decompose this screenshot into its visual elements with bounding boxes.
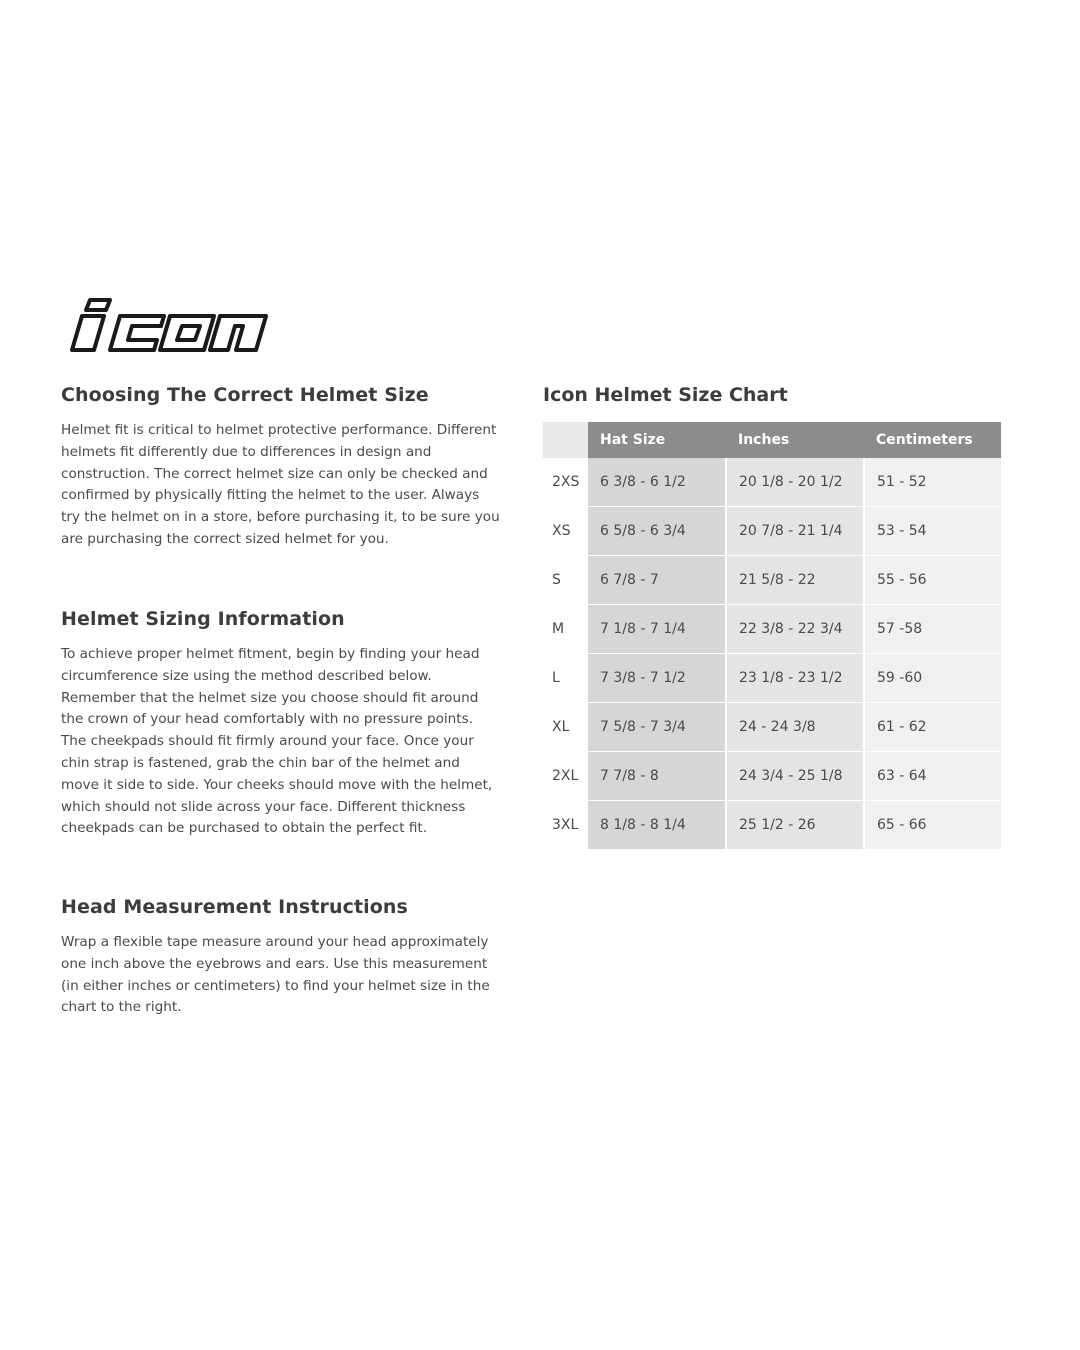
hat-size-cell: 8 1/8 - 8 1/4 — [588, 801, 726, 850]
table-row — [543, 801, 1001, 850]
size-label: 2XS — [543, 458, 588, 507]
centimeters-cell: 55 - 56 — [864, 556, 1001, 605]
size-label: S — [543, 556, 588, 605]
inches-cell: 25 1/2 - 26 — [726, 801, 864, 850]
header-inches: Inches — [726, 422, 864, 458]
table-row — [543, 507, 1001, 556]
section-body-choosing-size: Helmet fit is critical to helmet protective performance. Different helmets fit differently due to differences in design and construction. The correct helmet size can only be checked and confirmed by physically fitting the helmet to the user. Always try the helmet on in a store, before purchasing it, to be sure you are purchasing the correct sized helmet for you. — [61, 422, 500, 547]
header-centimeters: Centimeters — [864, 422, 1001, 458]
table-row — [543, 605, 1001, 654]
hat-size-cell: 6 3/8 - 6 1/2 — [588, 458, 726, 507]
logo-text: icon — [60, 296, 63, 297]
inches-cell: 24 - 24 3/8 — [726, 703, 864, 752]
header-hat-size: Hat Size — [588, 422, 726, 458]
size-label: XL — [543, 703, 588, 752]
section-body-measurement-instructions: Wrap a flexible tape measure around your head approximately one inch above the eyebrows and ears. Use this measurement (in either inches or centimeters) to find your helmet size in the chart to the right. — [61, 934, 490, 1016]
size-label: L — [543, 654, 588, 703]
size-chart-title: Icon Helmet Size Chart — [543, 384, 788, 406]
inches-cell: 24 3/4 - 25 1/8 — [726, 752, 864, 801]
section-title-sizing-information: Helmet Sizing Information — [61, 608, 345, 630]
centimeters-cell: 63 - 64 — [864, 752, 1001, 801]
section-sizing-information — [61, 608, 501, 840]
inches-cell: 20 1/8 - 20 1/2 — [726, 458, 864, 507]
header-corner — [543, 422, 588, 458]
section-choosing-size — [61, 384, 501, 551]
icon-brand-logo — [60, 296, 272, 354]
hat-size-cell: 7 1/8 - 7 1/4 — [588, 605, 726, 654]
table-row — [543, 556, 1001, 605]
inches-cell: 20 7/8 - 21 1/4 — [726, 507, 864, 556]
inches-cell: 21 5/8 - 22 — [726, 556, 864, 605]
centimeters-cell: 53 - 54 — [864, 507, 1001, 556]
section-title-choosing-size: Choosing The Correct Helmet Size — [61, 384, 429, 406]
hat-size-cell: 7 5/8 - 7 3/4 — [588, 703, 726, 752]
inches-cell: 23 1/8 - 23 1/2 — [726, 654, 864, 703]
hat-size-cell: 6 7/8 - 7 — [588, 556, 726, 605]
section-body-sizing-information: To achieve proper helmet fitment, begin by finding your head circumference size using the method described below. Remember that the helmet size you choose should fit around the crown of your head comfortably with no pressure points. The cheekpads should fit firmly around your face. Once your chin strap is fastened, grab the chin bar of the helmet and move it side to side. Your cheeks should move with the helmet, which should not slide across your face. Different thickness cheekpads can be purchased to obtain the perfect fit. — [61, 646, 493, 837]
table-row — [543, 654, 1001, 703]
centimeters-cell: 61 - 62 — [864, 703, 1001, 752]
size-chart-table — [543, 422, 1001, 849]
hat-size-cell: 6 5/8 - 6 3/4 — [588, 507, 726, 556]
size-chart-header-row — [543, 422, 1001, 458]
size-label: 2XL — [543, 752, 588, 801]
section-title-measurement-instructions: Head Measurement Instructions — [61, 896, 408, 918]
size-label: XS — [543, 507, 588, 556]
hat-size-cell: 7 7/8 - 8 — [588, 752, 726, 801]
hat-size-cell: 7 3/8 - 7 1/2 — [588, 654, 726, 703]
centimeters-cell: 65 - 66 — [864, 801, 1001, 850]
centimeters-cell: 59 -60 — [864, 654, 1001, 703]
inches-cell: 22 3/8 - 22 3/4 — [726, 605, 864, 654]
size-label: 3XL — [543, 801, 588, 850]
section-measurement-instructions — [61, 896, 501, 1019]
centimeters-cell: 57 -58 — [864, 605, 1001, 654]
size-label: M — [543, 605, 588, 654]
table-row — [543, 752, 1001, 801]
centimeters-cell: 51 - 52 — [864, 458, 1001, 507]
table-row — [543, 458, 1001, 507]
table-row — [543, 703, 1001, 752]
